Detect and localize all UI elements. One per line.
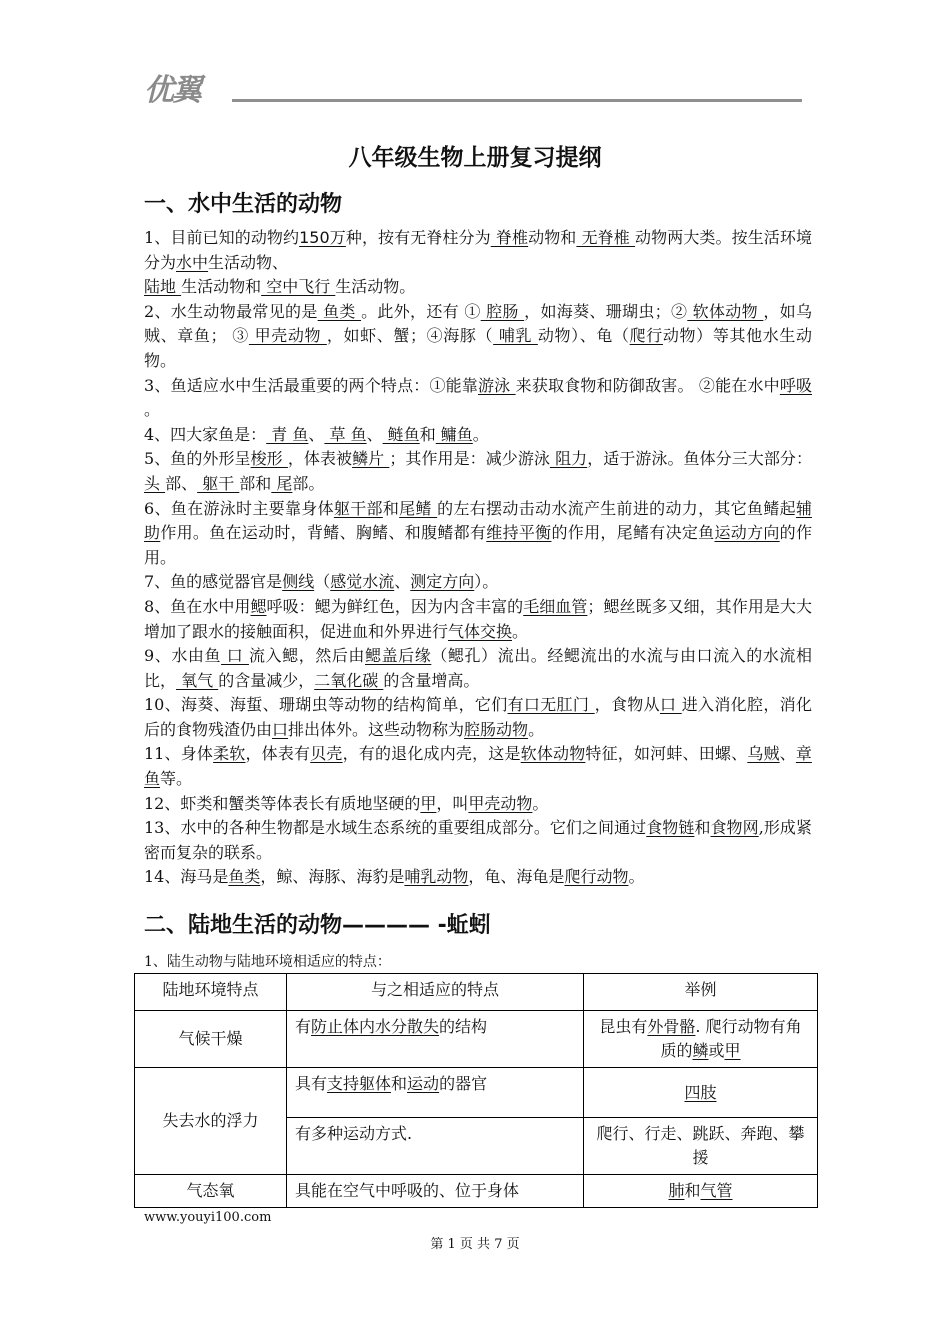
page-title: 八年级生物上册复习提纲 xyxy=(348,145,602,171)
item-4: 4、四大家鱼是： 青 鱼、 草 鱼、 鲢鱼和 鳙鱼。 xyxy=(144,424,489,444)
example-cell: 四肢 xyxy=(584,1068,818,1118)
item-10: 10、海葵、海蜇、珊瑚虫等动物的结构简单，它们有口无肛门 ，食物从口 进入消化腔，消化后的食物残渣仍由口排出体外。这些动物称为腔肠动物。 xyxy=(144,695,812,739)
item-7: 7、鱼的感觉器官是侧线（感觉水流、测定方向）。 xyxy=(144,572,499,592)
feature-cell: 具有支持躯体和运动的器官 xyxy=(287,1068,584,1118)
header-feature: 与之相适应的特点 xyxy=(287,974,584,1011)
table-row xyxy=(135,1175,818,1208)
youyi-logo: 优翼 xyxy=(144,73,200,108)
item-13: 13、水中的各种生物都是水域生态系统的重要组成部分。它们之间通过食物链和食物网,形成紧密而复杂的联系。 xyxy=(144,818,812,862)
item-12: 12、虾类和蟹类等体表长有质地坚硬的甲，叫甲壳动物。 xyxy=(144,793,549,813)
section-1-body xyxy=(144,226,812,890)
item-11: 11、身体柔软，体表有贝壳，有的退化成内壳，这是软体动物特征，如河蚌、田螺、乌贼、章鱼等。 xyxy=(144,744,812,789)
item-2: 2、水生动物最常见的是 鱼类 。此外，还有 ① 腔肠 ，如海葵、珊瑚虫；② 软体动物 ，如乌贼、章鱼； ③ 甲壳动物 ，如虾、蟹；④海豚（ 哺乳 动物）、龟（爬行动物）等其他水生动物。 xyxy=(144,301,812,370)
item-1: 1、目前已知的动物约150万种，按有无脊柱分为 脊椎动物和 无脊椎 动物两大类。按生活环境分为水中生活动物、 陆地 生活动物和 空中飞行 生活动物。 xyxy=(144,228,812,297)
item-3: 3、鱼适应水中生活最重要的两个特点：①能靠游泳 来获取食物和防御敌害。 ②能在水中呼吸 。 xyxy=(144,375,812,420)
adaptation-table xyxy=(134,973,818,1208)
table-header-row xyxy=(135,974,818,1011)
example-cell: 爬行、行走、跳跃、奔跑、攀援 xyxy=(584,1118,818,1175)
item-9: 9、水由鱼 口 流入鳃，然后由鳃盖后缘（鳃孔）流出。经鳃流出的水流与由口流入的水流相比， 氧气 的含量减少，二氧化碳 的含量增高。 xyxy=(144,646,812,690)
header-env: 陆地环境特点 xyxy=(135,974,287,1011)
item-8: 8、鱼在水中用鳃呼吸：鳃为鲜红色，因为内含丰富的毛细血管；鳃丝既多又细，其作用是大大增加了跟水的接触面积，促进血和外界进行气体交换。 xyxy=(144,596,812,641)
footer-website: www.youyi100.com xyxy=(144,1210,272,1225)
item-5: 5、鱼的外形呈梭形 ，体表被鳞片 ；其作用是：减少游泳 阻力，适于游泳。鱼体分三大部分： 头 部、 躯干 部和 尾部。 xyxy=(144,449,812,493)
section-heading-2: 二、陆地生活的动物———— -蚯蚓 xyxy=(144,913,491,938)
item-6: 6、鱼在游泳时主要靠身体躯干部和尾鳍 的左右摆动击动水流产生前进的动力，其它鱼鳍起辅助作用。鱼在运动时，背鳍、胸鳍、和腹鳍都有维持平衡的作用，尾鳍有决定鱼运动方向的作用。 xyxy=(144,498,812,567)
env-cell: 气态氧 xyxy=(135,1175,287,1208)
footer-rule xyxy=(144,1207,802,1208)
env-cell: 失去水的浮力 xyxy=(135,1068,287,1175)
feature-cell: 有防止体内水分散失的结构 xyxy=(287,1011,584,1068)
item-14: 14、海马是鱼类，鲸、海豚、海豹是哺乳动物，龟、海龟是爬行动物。 xyxy=(144,867,645,887)
table-row xyxy=(135,1011,818,1068)
section-heading-1: 一、水中生活的动物 xyxy=(144,192,343,217)
header-example: 举例 xyxy=(584,974,818,1011)
example-cell: 肺和气管 xyxy=(584,1175,818,1208)
feature-cell: 具能在空气中呼吸的、位于身体 xyxy=(287,1175,584,1208)
table-intro: 1、陆生动物与陆地环境相适应的特点： xyxy=(144,954,391,970)
env-cell: 气候干燥 xyxy=(135,1011,287,1068)
table-row xyxy=(135,1068,818,1118)
example-cell: 昆虫有外骨骼. 爬行动物有角质的鳞或甲 xyxy=(584,1011,818,1068)
page-number: 第 1 页 共 7 页 xyxy=(430,1237,520,1252)
header-rule xyxy=(232,99,802,102)
feature-cell: 有多种运动方式. xyxy=(287,1118,584,1175)
